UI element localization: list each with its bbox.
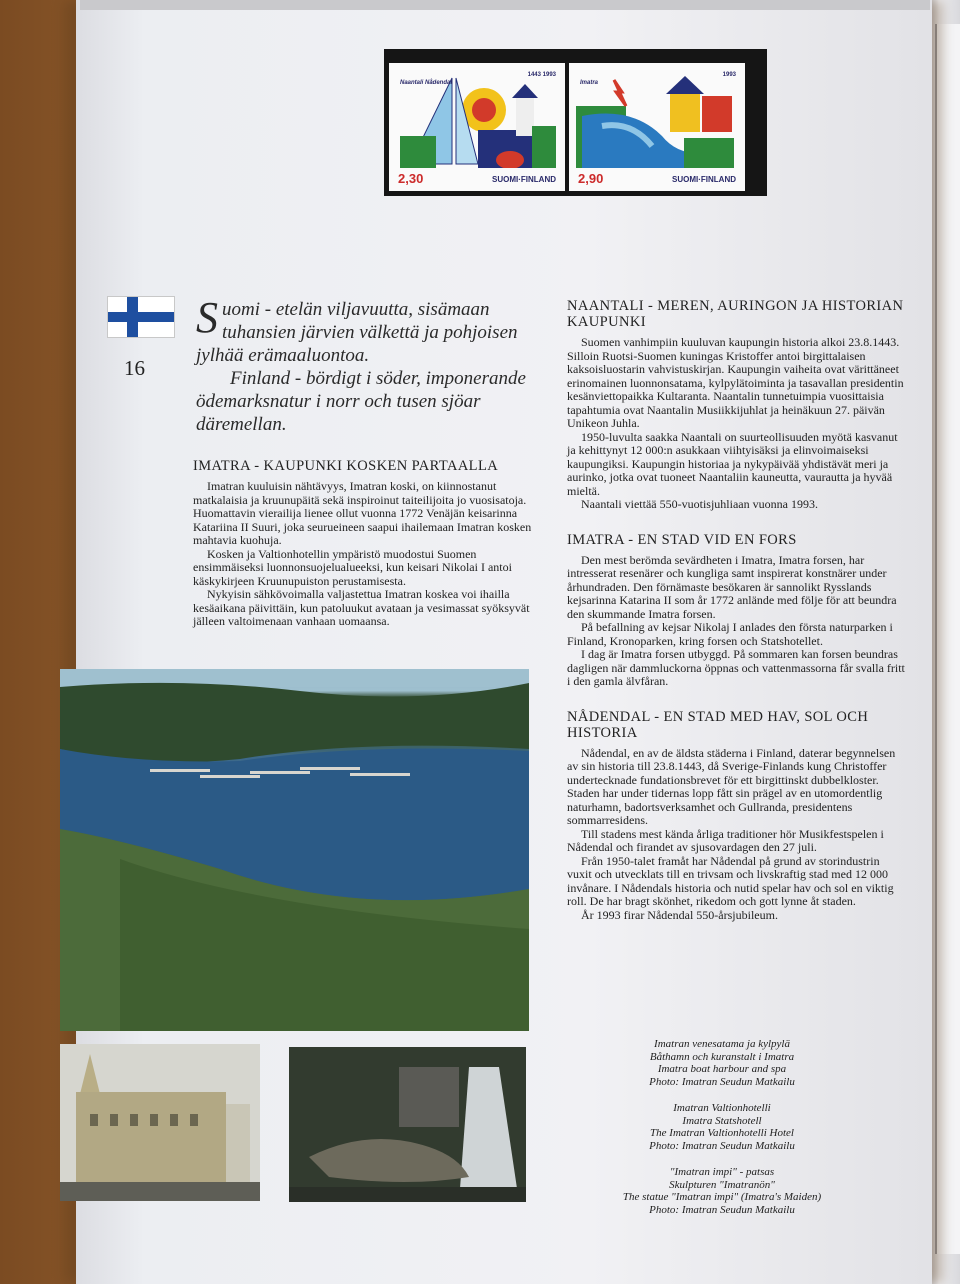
- intro-finnish: [196, 293, 542, 367]
- paragraph: Suomen vanhimpiin kuuluvan kaupungin historia alkoi 23.8.1443. Silloin Ruotsi-Suomen kuningas Kristoffer antoi birgittalaisen kaksoisluostarin vahvistuskirjan. Kaupungin vaiheita ovat värittäneet erinomainen luonnonsatama, kylpylätoiminta ja tasavallan presidentin kesänviettopaikka Kultaranta. Naantalin tunnetuimpia vuosittaisia tapahtumia ovat Naantalin Musiikkijuhlat ja heinäkuun 27. päivän Unikeon Juhla.: [567, 335, 904, 430]
- caption-hotel: [592, 1102, 852, 1152]
- section-heading: IMATRA - EN STAD VID EN FORS: [567, 531, 797, 548]
- caption-line: Båthamn och kuranstalt i Imatra: [649, 1050, 795, 1063]
- paragraph: Den mest berömda sevärdheten i Imatra, Imatra forsen, har intresserat resenärer och kungliga samt inspirerat konstnärer under århundraden. Den förnämaste besökaren är sannolikt Rysslands kejsarinna Katarina II som år 1772 anlände med följe för att beundra den skummande Imatra forsen.: [567, 552, 897, 621]
- intro-text: [196, 293, 542, 436]
- intro-finnish-text: uomi - etelän viljavuutta, sisämaan tuhansien järvien välkettä ja pohjoisen jylhää erämaaluontoa.: [196, 299, 518, 366]
- caption-harbour: [592, 1038, 852, 1088]
- caption-line: Photo: Imatran Seudun Matkailu: [649, 1075, 795, 1088]
- stamp-town-label: Imatra: [580, 80, 599, 86]
- caption-line: Imatra boat harbour and spa: [657, 1063, 787, 1075]
- photo-imatra-harbour: [60, 669, 529, 1031]
- stamp-town-label: Naantali Nådendal: [400, 80, 453, 86]
- imatra-swedish-section: [567, 532, 907, 689]
- stamp-years-label: 1443 1993: [527, 72, 556, 78]
- caption-line: Imatran Valtionhotelli: [673, 1102, 771, 1114]
- caption-line: The Imatran Valtionhotelli Hotel: [650, 1127, 794, 1139]
- paragraph: I dag är Imatra forsen utbyggd. På sommaren kan forsen beundras dagligen när dammluckorna öppnas och vattenmassorna får svalla fritt i den gamla älvfåran.: [567, 647, 905, 688]
- section-heading: NÅDENDAL - EN STAD MED HAV, SOL OCH HISTORIA: [567, 708, 869, 741]
- caption-statue: [592, 1166, 852, 1216]
- paragraph: På befallning av kejsar Nikolaj I anlades den första naturparken i Finland, Kronoparken, kring forsen och Statshotellet.: [567, 620, 893, 648]
- stamp-imatra: [572, 66, 742, 188]
- finnish-flag-icon: [107, 296, 175, 338]
- stamp-value: 2,90: [578, 171, 604, 186]
- page-top-edge: [80, 0, 930, 10]
- intro-swedish: Finland - bördigt i söder, imponerande ödemarksnatur i norr och tusen sjöar däremellan.: [196, 368, 526, 435]
- paragraph: År 1993 firar Nådendal 550-årsjubileum.: [581, 907, 778, 922]
- naantali-finnish-section: [567, 298, 907, 512]
- photo-imatran-impi-statue: [289, 1047, 526, 1202]
- caption-line: Imatran venesatama ja kylpylä: [654, 1038, 790, 1050]
- imatra-finnish-section: [193, 458, 539, 629]
- paragraph: Från 1950-talet framåt har Nådendal på grund av storindustrin vuxit och utvecklats till en trivsam och livskraftig stad med 12 000 invånare. I Nådendals historia och nutid spelar hav och sol en viktig roll. De har bragt skönhet, rikedom och gott lynne åt staden.: [567, 853, 894, 908]
- photo-valtionhotelli: [60, 1044, 260, 1201]
- caption-line: "Imatran impi" - patsas: [669, 1166, 775, 1178]
- paragraph: Imatran kuuluisin nähtävyys, Imatran koski, on kiinnostanut matkalaisia ja kruunupäitä sekä inspiroinut taiteilijoita jo vuosisatoja. Huomattavin vierailija lienee ollut vuonna 1772 Venäjän keisarinna Katariina II Suuri, joka seurueineen saapui ihailemaan Imatran kosken mahtavia kuohuja.: [193, 479, 532, 547]
- stamp-country: SUOMI·FINLAND: [672, 175, 736, 184]
- caption-line: The statue "Imatran impi" (Imatra's Maiden): [622, 1191, 822, 1203]
- paragraph: 1950-luvulta saakka Naantali on suurteollisuuden myötä kasvanut ja kehittynyt 12 000:n asukkaan viihtyisäksi ja elinvoimaiseksi kaupungiksi. Kaupungin historiaa ja nykypäivää yhdistävät meri ja aurinko, jotka ovat tuoneet Naantaliin kauneutta, vaurautta ja hyvää mieltä.: [567, 429, 898, 498]
- nadendal-swedish-section: [567, 709, 907, 923]
- statue-illustration: [289, 1047, 526, 1202]
- stamp-years-label: 1993: [722, 72, 736, 78]
- right-column: [567, 298, 907, 942]
- drop-cap: S: [196, 293, 218, 342]
- paragraph: Kosken ja Valtionhotellin ympäristö muodostui Suomen ensimmäiseksi luonnonsuojelualueeksi, kun keisari Nikolai I antoi käskykirjeen Kruunupuiston perustamisesta.: [193, 546, 512, 588]
- photo-captions: [592, 1038, 852, 1230]
- caption-line: Skulpturen "Imatranön": [669, 1178, 775, 1191]
- stamp-naantali: [392, 66, 562, 188]
- page-number: 16: [124, 356, 145, 380]
- paragraph: Naantali viettää 550-vuotisjuhliaan vuonna 1993.: [581, 497, 818, 511]
- section-heading: NAANTALI - MEREN, AURINGON JA HISTORIAN KAUPUNKI: [567, 298, 904, 330]
- paragraph: Nådendal, en av de äldsta städerna i Finland, daterar begynnelsen av sin historia till 23.8.1443, då Sverige-Finlands kung Christoffer undertecknade fundationsbrevet för ett birgittinskt dubbelkloster. Staden har under tidernas lopp fått sin prägel av en utomordentlig naturhamn, badortsverksamhet och Gullranda, presidentens sommarresidens.: [567, 745, 896, 827]
- section-heading: IMATRA - KAUPUNKI KOSKEN PARTAALLA: [193, 458, 499, 474]
- caption-line: Photo: Imatran Seudun Matkailu: [649, 1139, 795, 1152]
- stamp-country: SUOMI·FINLAND: [492, 175, 556, 184]
- paragraph: Nykyisin sähkövoimalla valjastettua Imatran koskea voi ihailla kesäaikana päivittäin, kun patoluukut avataan ja vesimassat syöksyvät jälleen valtoimenaan vanhaan uomaansa.: [193, 587, 530, 628]
- stamp-value: 2,30: [398, 171, 424, 186]
- harbour-illustration: [60, 669, 529, 1031]
- caption-line: Imatra Statshotell: [682, 1114, 762, 1127]
- paragraph: Till stadens mest kända årliga traditioner hör Musikfestspelen i Nådendal och firandet av sjusovardagen den 27 juli.: [567, 826, 884, 854]
- hotel-illustration: [60, 1044, 260, 1201]
- caption-line: Photo: Imatran Seudun Matkailu: [649, 1203, 795, 1216]
